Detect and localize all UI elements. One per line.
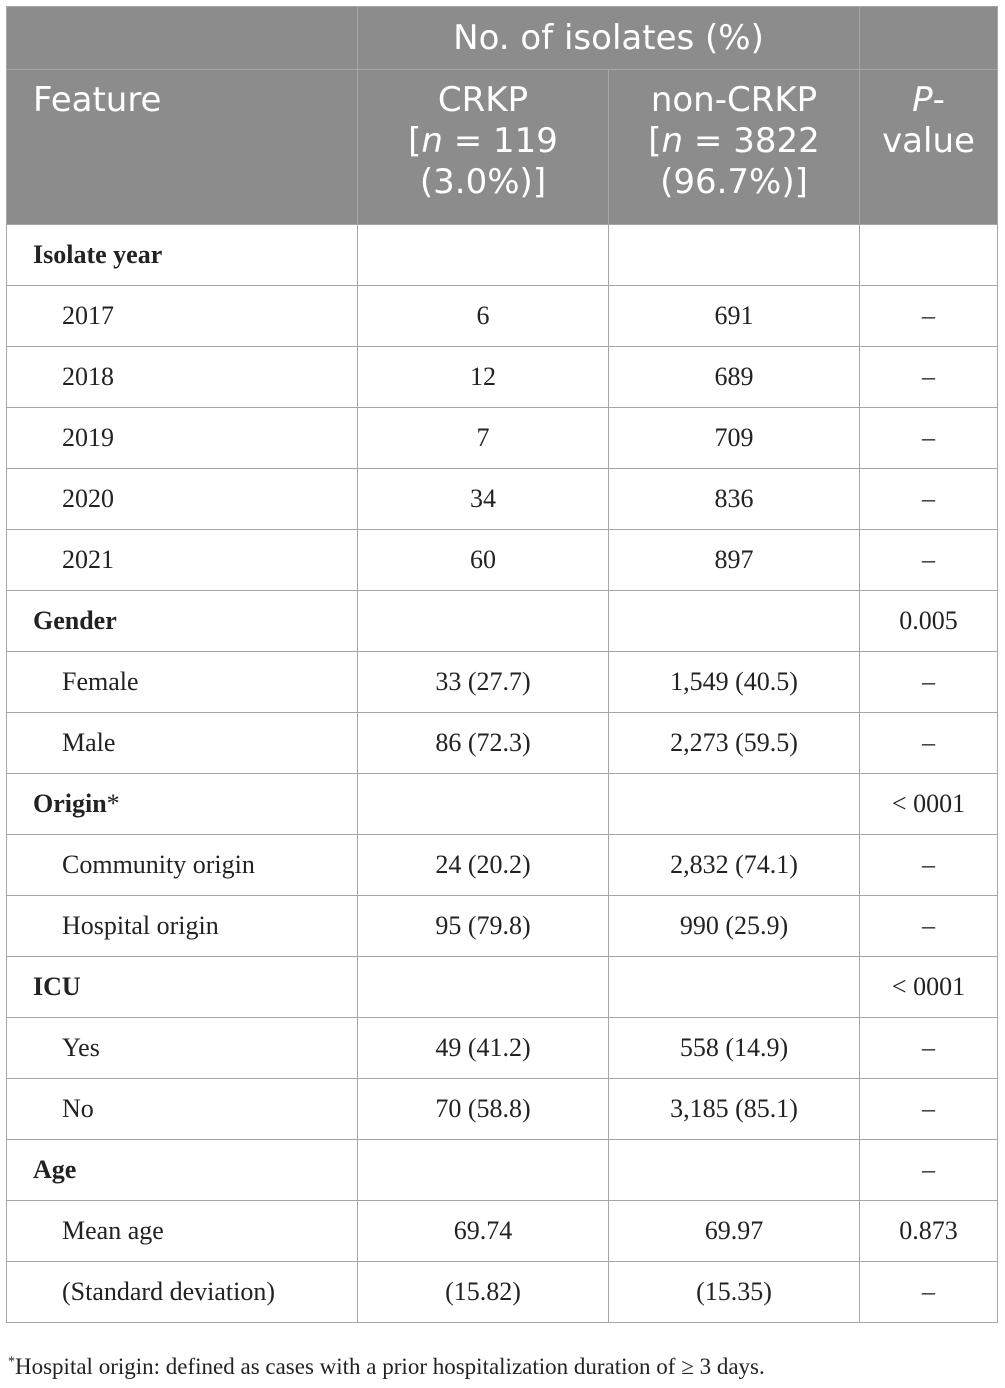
cell-feature [7,286,358,347]
cell-non-crkp [609,896,860,957]
cell-pvalue-text: 0.873 [899,1216,958,1245]
table-row [7,1201,998,1262]
cell-feature-text: ICU [33,972,81,1001]
cell-feature-text: Age [33,1155,77,1184]
section-row [7,1140,998,1201]
cell-crkp [358,957,609,1018]
header-crkp-bracket: [ [408,121,422,161]
cell-crkp [358,1140,609,1201]
cell-pvalue [860,1079,998,1140]
cell-non-crkp [609,347,860,408]
cell-non-crkp-text: 3,185 (85.1) [670,1094,798,1123]
header-non-crkp-name: non-CRKP [650,80,818,120]
table-row [7,896,998,957]
table-row [7,530,998,591]
cell-feature [7,225,358,286]
footnote-mark: * [8,1354,15,1370]
header-crkp-count: = 119 [442,121,558,161]
section-row [7,774,998,835]
cell-crkp [358,225,609,286]
cell-pvalue [860,286,998,347]
table-row [7,835,998,896]
section-row [7,957,998,1018]
cell-non-crkp-text: 1,549 (40.5) [670,667,798,696]
cell-non-crkp [609,469,860,530]
cell-non-crkp [609,1262,860,1323]
cell-feature [7,957,358,1018]
footnote-marker: * [106,789,120,818]
cell-feature-text: Mean age [62,1216,164,1245]
table-row [7,1262,998,1323]
cell-non-crkp-text: 709 [714,423,754,452]
cell-feature [7,652,358,713]
cell-crkp-text: (15.82) [445,1277,521,1306]
header-group-label: No. of isolates (%) [358,7,860,70]
cell-pvalue-text: < 0001 [891,789,966,818]
cell-feature [7,1079,358,1140]
cell-crkp-text: 60 [470,545,496,574]
cell-crkp [358,835,609,896]
cell-pvalue [860,652,998,713]
footnote [8,1354,765,1380]
cell-crkp [358,1018,609,1079]
cell-feature-text: 2021 [62,545,114,574]
header-row-group [7,7,998,70]
cell-pvalue [860,591,998,652]
cell-pvalue [860,1140,998,1201]
cell-feature-text: Isolate year [33,240,163,269]
table-row [7,286,998,347]
header-crkp-pct: (3.0%)] [419,162,547,202]
cell-feature-text: Origin [33,789,107,818]
table-row [7,408,998,469]
cell-feature [7,1262,358,1323]
cell-feature-text: Community origin [62,850,255,879]
cell-feature [7,1018,358,1079]
cell-non-crkp-text: 689 [714,362,754,391]
cell-crkp-text: 69.74 [453,1216,513,1245]
cell-feature-text: (Standard deviation) [62,1277,275,1306]
cell-feature [7,347,358,408]
cell-non-crkp [609,713,860,774]
cell-pvalue-text: 0.005 [899,606,958,635]
header-non-crkp [609,70,860,225]
section-row [7,591,998,652]
cell-pvalue [860,408,998,469]
header-pvalue-p: P [912,80,933,120]
table-container [6,6,997,1323]
cell-non-crkp-text: 990 (25.9) [679,911,789,940]
header-non-crkp-bracket: [ [648,121,662,161]
cell-pvalue [860,835,998,896]
table-row [7,713,998,774]
cell-feature-text: Gender [33,606,117,635]
header-crkp-n: n [421,121,443,161]
cell-feature [7,408,358,469]
table-row [7,469,998,530]
cell-feature [7,835,358,896]
cell-crkp [358,1079,609,1140]
cell-feature-text: Hospital origin [62,911,219,940]
cell-non-crkp [609,530,860,591]
cell-feature [7,469,358,530]
cell-pvalue-text: – [922,728,935,757]
cell-crkp-text: 49 (41.2) [435,1033,531,1062]
cell-feature [7,713,358,774]
cell-non-crkp [609,1079,860,1140]
cell-pvalue-text: – [922,423,935,452]
table-row [7,347,998,408]
header-empty-cell [7,7,358,70]
cell-feature-text: 2020 [62,484,114,513]
cell-pvalue-text: < 0001 [891,972,966,1001]
cell-crkp [358,408,609,469]
data-table [6,6,998,1323]
header-crkp [358,70,609,225]
cell-crkp-text: 7 [476,423,490,452]
cell-crkp-text: 24 (20.2) [435,850,531,879]
cell-feature-text: No [62,1094,94,1123]
cell-crkp [358,530,609,591]
cell-pvalue-text: – [922,301,935,330]
footnote-text: Hospital origin: defined as cases with a prior hospitalization duration of ≥ 3 days. [15,1354,765,1379]
cell-non-crkp-text: 897 [714,545,754,574]
cell-pvalue-text: – [922,667,935,696]
cell-crkp-text: 12 [470,362,496,391]
cell-pvalue [860,896,998,957]
header-feature: Feature [7,70,358,225]
cell-crkp [358,713,609,774]
cell-pvalue [860,957,998,1018]
cell-crkp-text: 86 (72.3) [435,728,531,757]
cell-crkp-text: 34 [470,484,496,513]
cell-pvalue [860,225,998,286]
cell-crkp-text: 95 (79.8) [435,911,531,940]
table-row [7,1018,998,1079]
section-row [7,225,998,286]
cell-crkp [358,591,609,652]
cell-pvalue [860,1262,998,1323]
cell-crkp-text: 33 (27.7) [435,667,531,696]
cell-non-crkp-text: 558 (14.9) [679,1033,789,1062]
cell-crkp [358,896,609,957]
cell-non-crkp [609,1140,860,1201]
header-non-crkp-n: n [661,121,684,161]
cell-non-crkp [609,1018,860,1079]
table-header [7,7,998,225]
cell-pvalue-text: – [922,1155,935,1184]
cell-feature-text: Female [62,667,139,696]
cell-feature [7,896,358,957]
cell-crkp [358,469,609,530]
cell-crkp [358,652,609,713]
cell-non-crkp [609,286,860,347]
cell-feature [7,1140,358,1201]
cell-feature-text: 2019 [62,423,114,452]
cell-non-crkp [609,225,860,286]
table-row [7,1079,998,1140]
cell-non-crkp-text: (15.35) [696,1277,772,1306]
cell-feature [7,1201,358,1262]
cell-feature-text: 2018 [62,362,114,391]
header-empty-cell [860,7,998,70]
header-non-crkp-pct: (96.7%)] [660,162,808,202]
cell-pvalue [860,774,998,835]
cell-pvalue [860,1201,998,1262]
header-crkp-name: CRKP [437,80,529,120]
cell-crkp [358,286,609,347]
cell-pvalue [860,347,998,408]
cell-non-crkp-text: 836 [714,484,754,513]
cell-feature [7,774,358,835]
cell-non-crkp [609,408,860,469]
cell-pvalue [860,469,998,530]
cell-non-crkp-text: 2,832 (74.1) [670,850,798,879]
cell-crkp-text: 6 [476,301,490,330]
cell-crkp [358,347,609,408]
cell-pvalue-text: – [922,850,935,879]
cell-pvalue-text: – [922,1277,935,1306]
cell-non-crkp [609,652,860,713]
cell-non-crkp [609,1201,860,1262]
cell-non-crkp [609,957,860,1018]
cell-feature [7,530,358,591]
header-non-crkp-count: = 3822 [683,121,820,161]
cell-feature [7,591,358,652]
cell-pvalue [860,713,998,774]
cell-pvalue [860,530,998,591]
header-row-columns [7,70,998,225]
header-pvalue [860,70,998,225]
cell-non-crkp-text: 69.97 [704,1216,764,1245]
cell-feature-text: Male [62,728,116,757]
cell-non-crkp [609,835,860,896]
cell-pvalue-text: – [922,911,935,940]
header-pvalue-value: value [882,121,975,161]
cell-non-crkp [609,591,860,652]
cell-pvalue-text: – [922,362,935,391]
table-body [7,225,998,1323]
table-row [7,652,998,713]
header-pvalue-dash: - [932,80,945,120]
cell-pvalue-text: – [922,1033,935,1062]
cell-non-crkp-text: 691 [714,301,754,330]
cell-non-crkp-text: 2,273 (59.5) [670,728,798,757]
cell-pvalue-text: – [922,1094,935,1123]
cell-crkp-text: 70 (58.8) [435,1094,531,1123]
cell-pvalue-text: – [922,545,935,574]
cell-crkp [358,1262,609,1323]
cell-feature-text: Yes [62,1033,100,1062]
cell-non-crkp [609,774,860,835]
cell-pvalue [860,1018,998,1079]
cell-feature-text: 2017 [62,301,114,330]
cell-pvalue-text: – [922,484,935,513]
cell-crkp [358,1201,609,1262]
cell-crkp [358,774,609,835]
